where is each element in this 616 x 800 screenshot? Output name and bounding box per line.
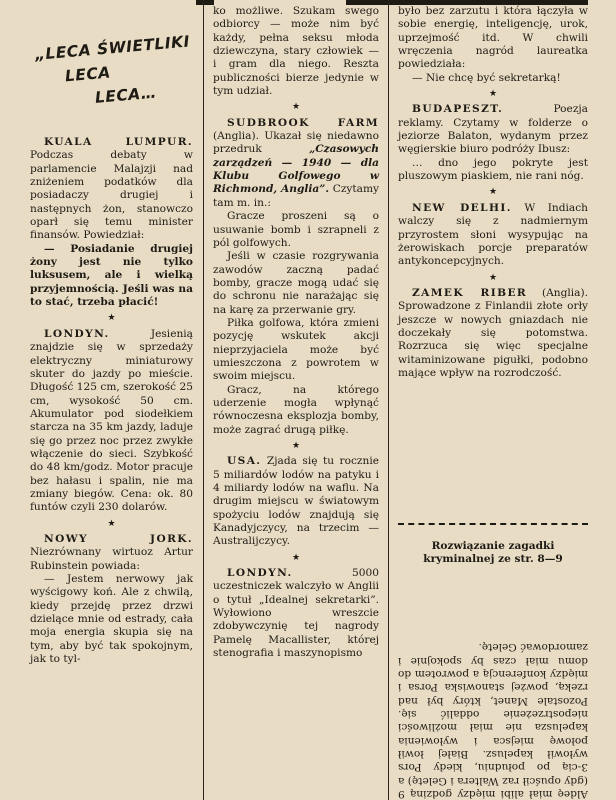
londyn-text: Jesienią znajdzie się w sprzedaży elektryczny miniaturowy skuter do jazdy po mieście. Długość 125 cm, szerokość 25 cm, wysokość 50 cm. Akumulator pod siodełkiem starcza na 35 km jazdy, laduje się go przez noc przez zwykłe włączenie do sieci. Szybkość do 48 km/godz. Motor pracuje bez hałasu i spalin, nie ma zmiany biegów. Cena: ok. 80 funtów czyli 230 dolarów. [30,327,193,514]
dateline-sudbrook-farm: SUDBROOK FARM [227,116,379,129]
solution-text-upside-down: Aldeę miał alibi między godziną 9 (gdy opuścił raz Waltera i Geletę) a 3-cią po południu, kiedy Pors wyłowił kapelusz. Białej łowił połowę miejsca i wyłowienia kapelusza nie miał możliwości niepostrzeżenie oddalić się. Pozostale Manet, który był nad rzeką, powżej stanowiska Porsa i między konferencją a powrotem do domu miał czas by spokojnie i zamordować Geletę. [398,641,588,800]
item-usa [213,455,379,548]
item-londyn-2 [213,567,379,660]
dateline-nowy-jork: NOWY JORK. [44,532,193,545]
sudbrook-rule-1: Gracze proszeni są o usuwanie bomb i szrapneli z pól golfowych. [213,210,379,249]
item-sudbrook-farm [213,117,379,210]
zamek-riber-text: (Anglia). Sprowadzone z Finlandii złote orły jeszcze w nowych gniazdach nie doczekały się potomstwa. Rozrzuca się więc specjalne witaminizowane pigułki, podobno mające wpływ na rozrodczość. [398,286,588,379]
header-rule-left [196,0,214,5]
column-logo [34,30,190,115]
dateline-new-delhi: NEW DELHI. [412,201,512,214]
budapeszt-text: Poezja reklamy. Czytamy w folderze o jeziorze Balaton, wydanym przez węgierskie biuro podróży Ibusz: [398,103,588,156]
londyn-2-text: 5000 uczestniczek walczyło w Anglii o tytuł „Idealnej sekretarki”. Wyłowiono wreszcie zdobywczynię tej nagrody Pamelę Macallister, której stenografia i maszynopismo [213,567,379,660]
separator-star: ★ [107,313,116,324]
solution-heading: Rozwiązanie zagadki kryminalnej ze str. 8—9 [423,540,563,566]
separator-star: ★ [291,441,301,451]
dateline-budapeszt: BUDAPESZT. [412,103,504,116]
sudbrook-rule-4: Gracz, na którego uderzenie mogła wpłynąć równoczesna eksplozja bomby, może zagrać drugą piłkę. [213,383,379,436]
column-1 [30,136,193,666]
logo-line-1: „LECA ŚWIETLIKI [34,32,191,64]
column-2 [213,5,379,661]
nowy-jork-quote: — Jestem nerwowy jak wyścigowy koń. Ale z chwilą, kiedy przejdę przez drzwi dzielące mnie od estrady, cała moja energia skupia się na tym, aby być tak spokojnym, jak to tyl- [30,573,193,666]
sudbrook-lead: (Anglia). Ukazał się niedawno przedruk [213,130,379,156]
item-londyn [30,328,193,515]
sudbrook-rule-3: Piłka golfowa, która zmieni pozycję wskutek akcji nieprzyjaciela może być umieszczona z powrotem w swoim miejscu. [213,316,379,383]
separator-star: ★ [291,552,301,563]
kuala-lumpur-text: Podczas debaty w parlamencie Malajzji nad zniżeniem podatków dla posiadaczy drugiej i następnych żon, stanowczo oparł się temu minister finansów. Powiedział: [30,149,193,242]
sudbrook-after: Czytamy tam m. in.: [213,183,379,209]
dateline-kuala-lumpur: KUALA LUMPUR. [44,136,193,148]
column-rule-2 [388,0,389,800]
sudbrook-title: „Czasowych zarządzeń — 1940 — dla Klubu Golfowego w Richmond, Anglia”. [213,143,379,196]
dateline-londyn: LONDYN. [44,327,110,340]
item-zamek-riber [398,287,588,380]
new-delhi-text: W Indiach walczy się z nadmiernym przyrostem słoni wysypując na żerowiskach porcje preparatów antykoncepcyjnych. [398,201,588,268]
column-rule-1 [203,0,204,800]
kuala-lumpur-quote: — Posiadanie drugiej żony jest nie tylko luksusem, ale i wielką przyjemnością. Jeśli was na to stać, trzeba płacić! [30,242,193,309]
continuation-quote: — Nie chcę być sekretarką! [412,71,561,84]
continuation-text: ko możliwe. Szukam swego odbiorcy — może nim być każdy, pełna seksu młoda dziewczyna, stary człowiek — i gram dla niego. Reszta publiczności bierze jedynie w tym udział. [213,5,379,98]
budapeszt-quote: … dno jego pokryte jest pluszowym piaskiem, nie rani nóg. [398,156,588,183]
logo-line-3: LECA… [94,83,158,107]
separator-star: ★ [488,272,498,283]
separator-star: ★ [488,89,498,100]
item-nowy-jork [30,533,193,573]
separator-star: ★ [107,518,116,529]
continuation-text-3: było bez zarzutu i która łączyła w sobie energię, inteligencję, urok, uprzejmość itd. W chwili wręczenia nagród laureatka powiedziała: [398,5,588,71]
item-kuala-lumpur [30,136,193,243]
dateline-zamek-riber: ZAMEK RIBER [412,286,528,299]
sudbrook-rule-2: Jeśli w czasie rozgrywania zawodów zaczną padać bomby, gracze mogą udać się do schronu nie narażając się na karę za przerwanie gry. [213,250,379,316]
column-3 [398,5,588,380]
item-new-delhi [398,202,588,269]
nowy-jork-text: Niezrównany wirtuoz Artur Rubinstein powiada: [30,546,193,572]
solution-divider [398,523,588,525]
separator-star: ★ [291,102,301,113]
dateline-londyn-2: LONDYN. [227,567,293,580]
item-budapeszt [398,103,588,156]
dateline-usa: USA. [227,455,262,468]
logo-line-2: LECA [64,63,112,86]
usa-text: Zjada się tu rocznie 5 miliardów lodów na patyku i 4 miliardy lodów na waflu. Na drugim miejscu w światowym spożyciu lodów znajdują się Kanadyjczycy, na trzecim — Australijczycy. [213,455,379,548]
separator-star: ★ [488,187,498,198]
